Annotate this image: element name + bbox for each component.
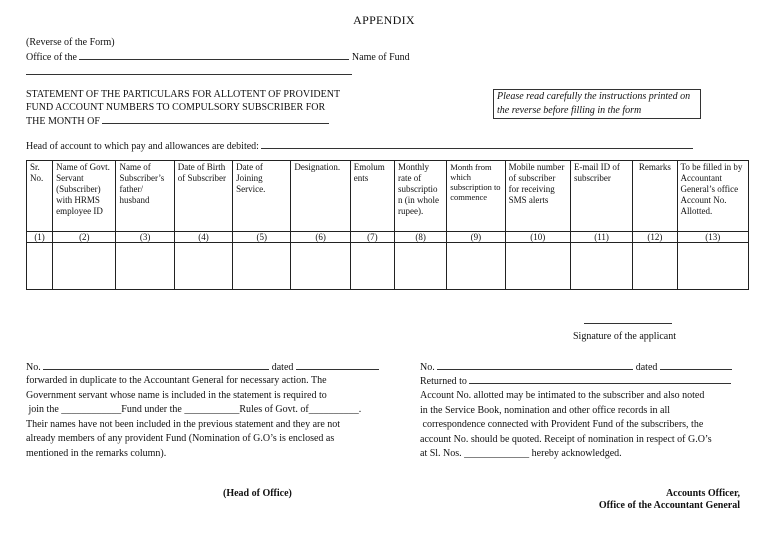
table-cell[interactable] bbox=[174, 243, 232, 290]
statement-block bbox=[26, 88, 340, 128]
accounts-officer-line-2: Office of the Accountant General bbox=[598, 500, 740, 511]
left-line: join the ____________Fund under the ___________Rules of Govt. of__________. bbox=[26, 404, 362, 416]
left-line: Their names have not been included in the previous statement and they are not bbox=[26, 418, 341, 430]
table-cell[interactable] bbox=[233, 243, 291, 290]
table-number-row bbox=[27, 232, 749, 243]
table-row bbox=[27, 243, 749, 290]
accounts-officer-signatory bbox=[584, 488, 740, 512]
col-number: (6) bbox=[291, 232, 350, 243]
left-no-label: No. bbox=[26, 362, 41, 373]
col-header: Sr. No. bbox=[27, 161, 53, 232]
table-cell[interactable] bbox=[53, 243, 116, 290]
col-header: Mobile number of subscriber for receiving SMS alerts bbox=[505, 161, 570, 232]
statement-line-1: STATEMENT OF THE PARTICULARS FOR ALLOTENT OF PROVIDENT bbox=[26, 89, 341, 100]
head-of-account-line bbox=[26, 139, 693, 152]
left-paragraph bbox=[26, 374, 361, 462]
instruction-note: Please read carefully the instructions printed on the reverse before filling in the form bbox=[493, 89, 701, 119]
right-paragraph bbox=[420, 389, 712, 462]
table-cell[interactable] bbox=[116, 243, 174, 290]
right-line: Account No. allotted may be intimated to the subscriber and also noted bbox=[420, 390, 705, 401]
col-header: Remarks bbox=[633, 161, 677, 232]
office-field[interactable] bbox=[79, 50, 349, 60]
office-label: Office of the bbox=[26, 52, 77, 63]
table-cell[interactable] bbox=[570, 243, 632, 290]
table-cell[interactable] bbox=[677, 243, 748, 290]
statement-line-3: THE MONTH OF bbox=[26, 116, 100, 127]
col-number: (12) bbox=[633, 232, 677, 243]
blank-line[interactable] bbox=[26, 65, 352, 75]
col-number: (2) bbox=[53, 232, 116, 243]
left-dated-label: dated bbox=[271, 362, 294, 373]
col-header: Month from which subscription to commence bbox=[447, 161, 505, 232]
col-header: Date of Joining Service. bbox=[233, 161, 291, 232]
right-line: in the Service Book, nomination and other office records in all bbox=[420, 404, 671, 416]
page-title: APPENDIX bbox=[353, 13, 415, 27]
right-returned-line bbox=[420, 374, 731, 390]
name-of-fund-label: Name of Fund bbox=[351, 52, 410, 63]
table-cell[interactable] bbox=[447, 243, 505, 290]
right-no-label: No. bbox=[420, 362, 435, 373]
head-of-office-signatory: (Head of Office) bbox=[223, 488, 292, 499]
left-line: already members of any provident Fund (Nomination of G.O’s is enclosed as bbox=[26, 433, 335, 445]
left-no-field[interactable] bbox=[43, 360, 269, 370]
particulars-table bbox=[26, 160, 749, 290]
left-dated-field[interactable] bbox=[296, 360, 379, 370]
month-field[interactable] bbox=[102, 114, 329, 124]
table-cell[interactable] bbox=[291, 243, 350, 290]
left-line: Government servant whose name is included in the statement is required to bbox=[26, 389, 327, 401]
col-number: (11) bbox=[570, 232, 632, 243]
col-header: To be filled in by Accountant General’s office Account No. Allotted. bbox=[677, 161, 748, 232]
col-number: (5) bbox=[233, 232, 291, 243]
reverse-note: (Reverse of the Form) bbox=[26, 37, 115, 48]
right-dated-label: dated bbox=[635, 362, 658, 373]
head-of-account-field[interactable] bbox=[261, 139, 693, 149]
col-number: (3) bbox=[116, 232, 174, 243]
right-returned-label: Returned to bbox=[420, 376, 467, 387]
head-of-account-label: Head of account to which pay and allowances are debited: bbox=[26, 141, 259, 152]
col-header: Emolum ents bbox=[350, 161, 394, 232]
right-line: correspondence connected with Provident Fund of the subscribers, the bbox=[420, 419, 704, 431]
left-line: mentioned in the remarks column). bbox=[26, 447, 167, 459]
col-number: (10) bbox=[505, 232, 570, 243]
statement-line-2: FUND ACCOUNT NUMBERS TO COMPULSORY SUBSCRIBER FOR bbox=[26, 102, 326, 113]
col-number: (9) bbox=[447, 232, 505, 243]
table-header-row bbox=[27, 161, 749, 232]
col-number: (13) bbox=[677, 232, 748, 243]
col-header: Name of Govt. Servant (Subscriber) with HRMS employee ID bbox=[53, 161, 116, 232]
table-cell[interactable] bbox=[394, 243, 446, 290]
signature-field[interactable] bbox=[584, 315, 672, 324]
right-returned-field[interactable] bbox=[469, 374, 731, 384]
accounts-officer-line-1: Accounts Officer, bbox=[665, 488, 740, 499]
col-header: Monthly rate of subscriptio n (in whole rupee). bbox=[394, 161, 446, 232]
left-line: forwarded in duplicate to the Accountant General for necessary action. The bbox=[26, 375, 327, 386]
col-number: (1) bbox=[27, 232, 53, 243]
table-cell[interactable] bbox=[350, 243, 394, 290]
statement-line-3-wrap bbox=[26, 114, 340, 128]
table-cell[interactable] bbox=[27, 243, 53, 290]
signature-label: Signature of the applicant bbox=[573, 331, 677, 342]
table-cell[interactable] bbox=[505, 243, 570, 290]
col-header: Designation. bbox=[291, 161, 350, 232]
right-dated-field[interactable] bbox=[660, 360, 732, 370]
right-no-field[interactable] bbox=[437, 360, 633, 370]
right-line: account No. should be quoted. Receipt of nomination in respect of G.O’s bbox=[420, 433, 712, 445]
office-line bbox=[26, 50, 410, 63]
col-number: (7) bbox=[350, 232, 394, 243]
col-header: Date of Birth of Subscriber bbox=[174, 161, 232, 232]
table-cell[interactable] bbox=[633, 243, 677, 290]
col-number: (4) bbox=[174, 232, 232, 243]
col-header: Name of Subscriber’s father/ husband bbox=[116, 161, 174, 232]
right-line: at Sl. Nos. _____________ hereby acknowledged. bbox=[420, 448, 622, 460]
col-number: (8) bbox=[394, 232, 446, 243]
col-header: E-mail ID of subscriber bbox=[570, 161, 632, 232]
